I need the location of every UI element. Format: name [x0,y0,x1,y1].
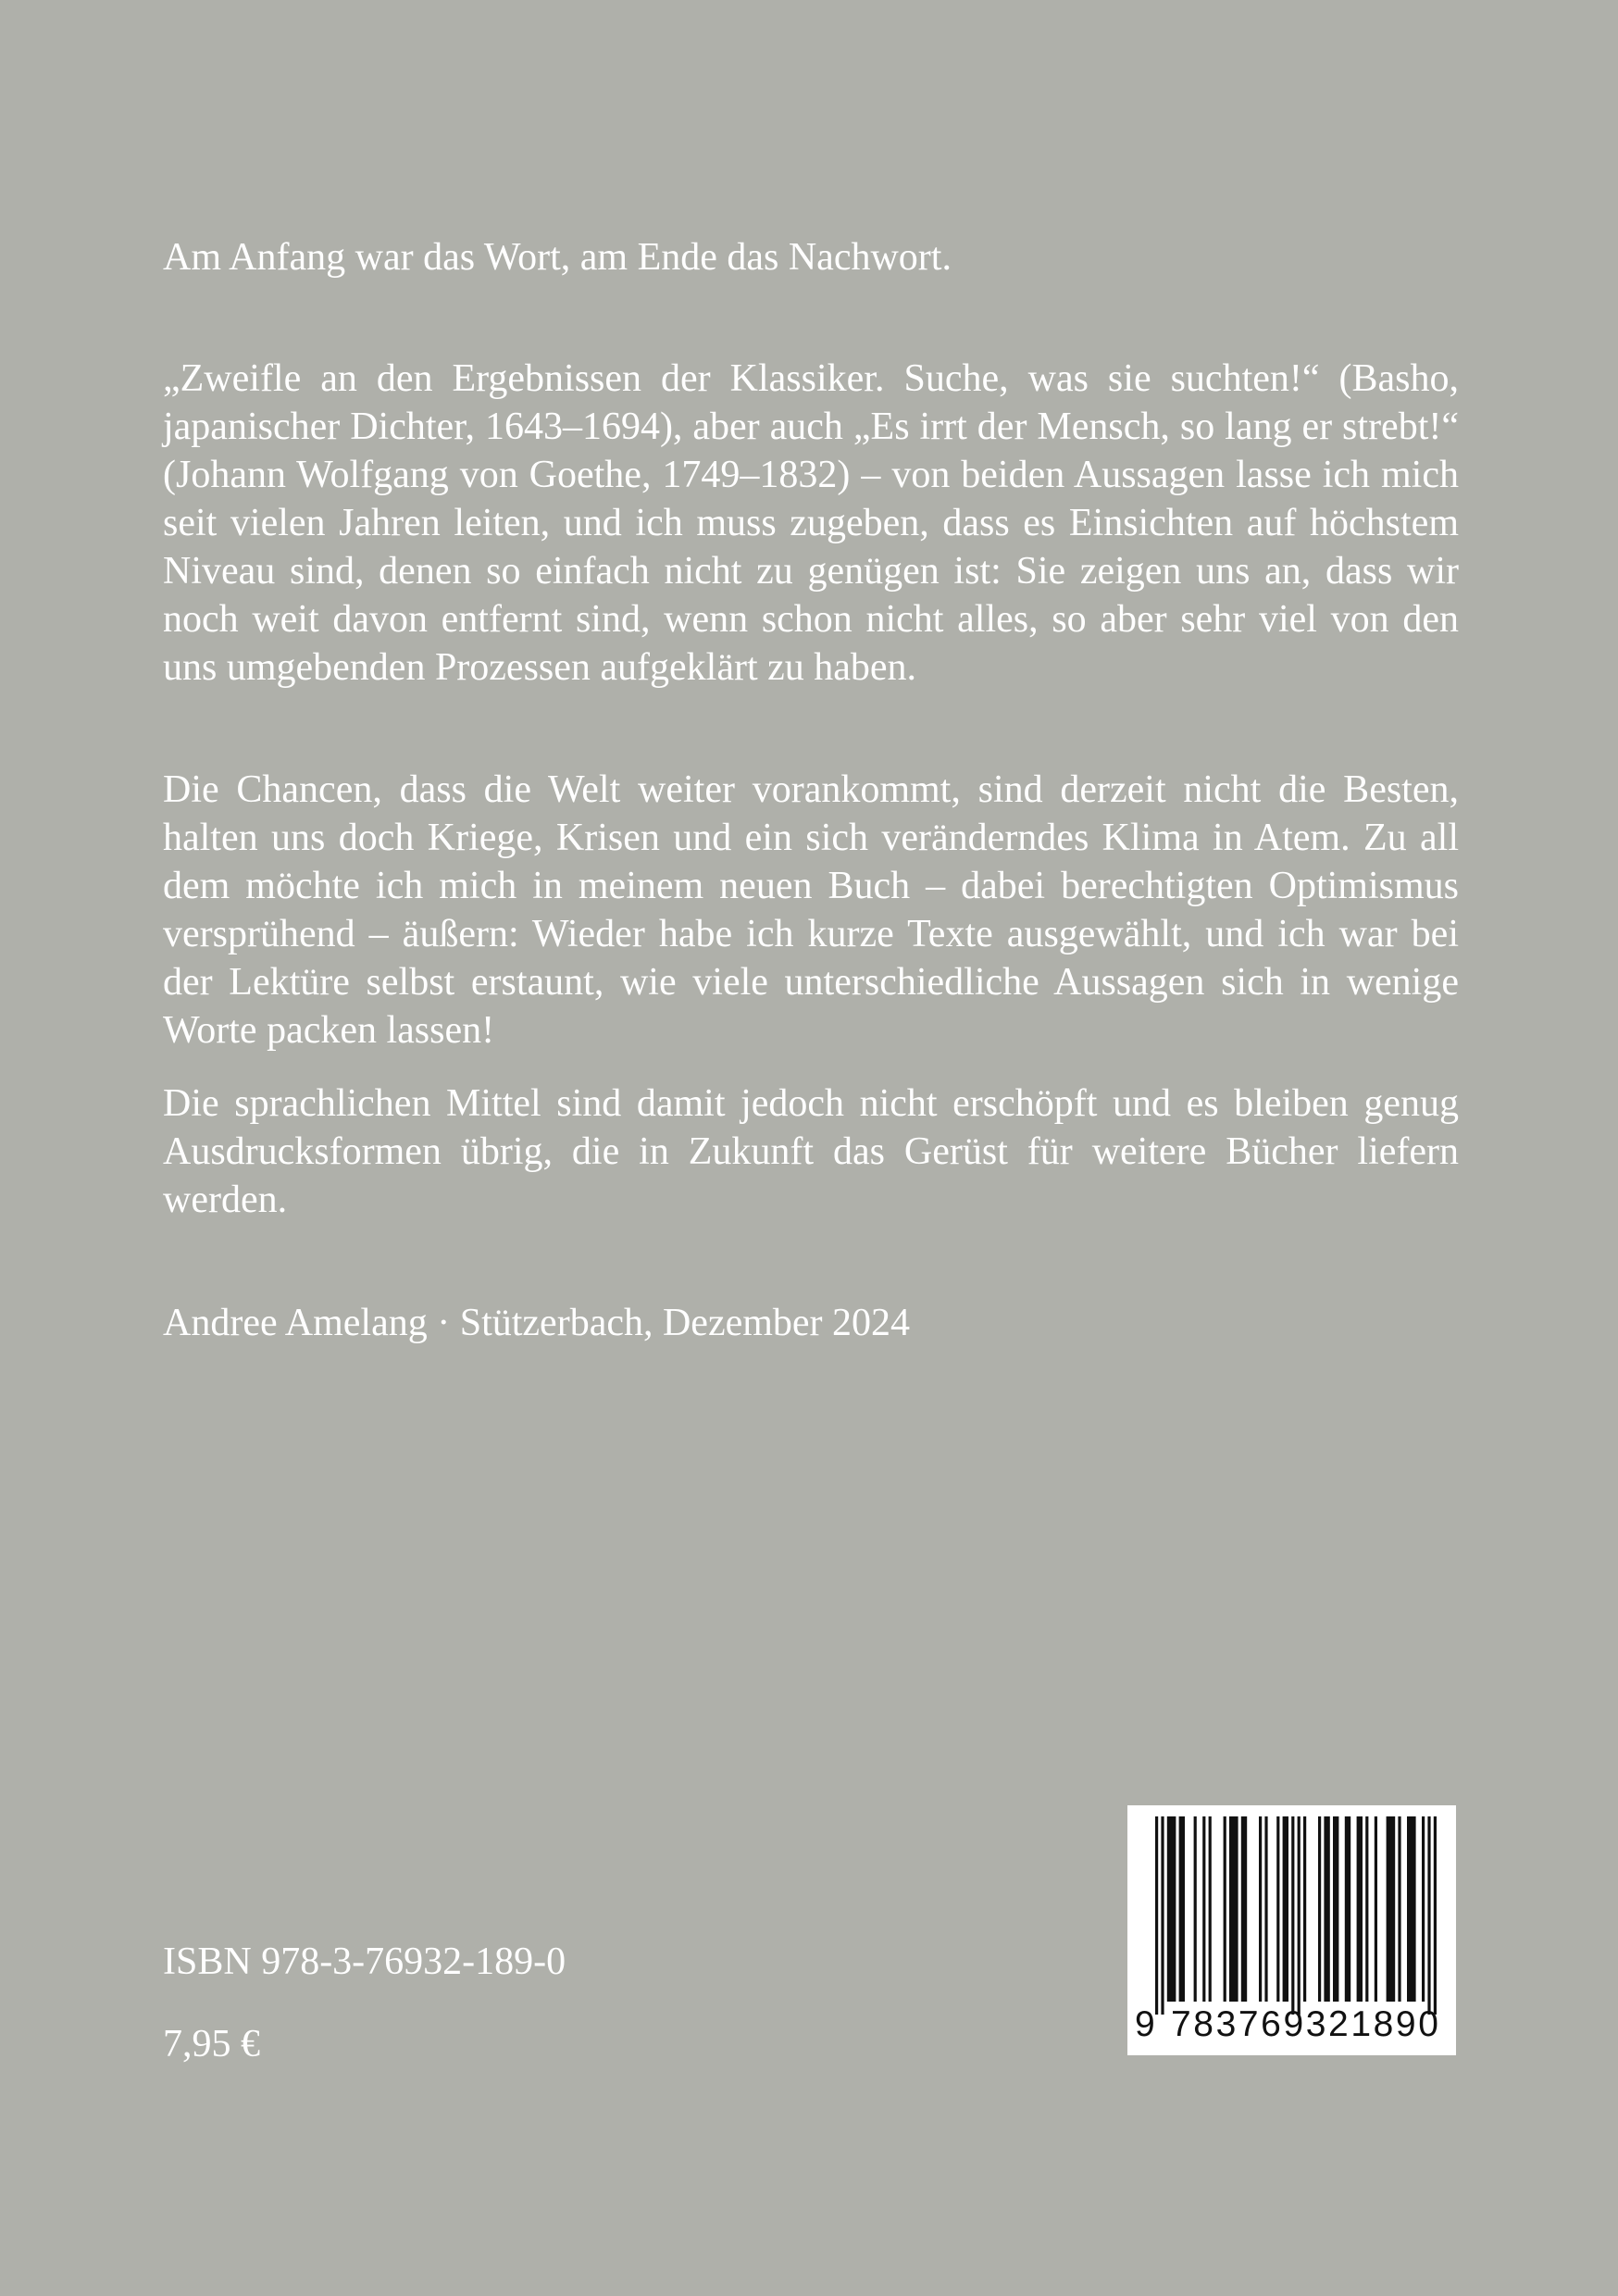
blurb-paragraph-2: Die Chancen, dass die Welt weiter vorankommt, sind derzeit nicht die Besten, halten uns doch Kriege, Krisen und ein sich veränderndes Klima in Atem. Zu all dem möchte ich mich in meinem neuen Buch – dabei berechtigten Optimismus versprühend – äußern: Wieder habe ich kurze Texte ausgewählt, und ich war bei der Lektüre selbst erstaunt, wie viele unterschiedliche Aussagen sich in wenige Worte packen lassen! [163,768,1459,1052]
intro-line: Am Anfang war das Wort, am Ende das Nachwort. [163,236,952,279]
barcode-bar [1427,1816,1430,2015]
blurb-paragraph-1: „Zweifle an den Ergebnissen der Klassiker. Suche, was sie suchten!“ (Basho, japanischer Dichter, 1643–1694), aber auch „Es irrt der Mensch, so lang er strebt!“ (Johann Wolfgang von Goethe, 1749–1832) – von beiden Aussagen lasse ich mich seit vielen Jahren leiten, und ich muss zugeben, dass es Einsichten auf höchstem Niveau sind, denen so einfach nicht zu genügen ist: Sie zeigen uns an, dass wir noch weit davon entfernt sind, wenn schon nicht alles, so aber sehr viel von den uns umgebenden Prozessen aufgeklärt zu haben. [163,357,1459,689]
isbn-label: ISBN 978-3-76932-189-0 [163,1940,566,1983]
barcode-bar [1375,1816,1377,2002]
barcode-bar [1324,1816,1329,2002]
barcode-bar [1318,1816,1321,2002]
barcode-bar [1434,1816,1437,2015]
barcode [1127,1805,1456,2055]
barcode-bar [1365,1816,1368,2002]
barcode-bar [1291,1816,1294,2015]
barcode-bar [1194,1816,1197,2002]
barcode-first-digit: 9 [1135,2004,1156,2044]
barcode-bar [1209,1816,1212,2002]
barcode-bar [1161,1816,1164,2015]
barcode-bar [1224,1816,1226,2002]
barcode-bar [1167,1816,1176,2002]
barcode-bar [1387,1816,1396,2002]
barcode-bar [1398,1816,1400,2002]
barcode-bar [1259,1816,1262,2002]
blurb-paragraph-3: Die sprachlichen Mittel sind damit jedoch nicht erschöpft und es bleiben genug Ausdrucksformen übrig, die in Zukunft das Gerüst für weitere Bücher liefern werden. [163,1082,1459,1221]
barcode-bar [1357,1816,1363,2002]
price-label: 7,95 € [163,2023,260,2065]
author-signature: Andree Amelang · Stützerbach, Dezember 2024 [163,1302,911,1344]
barcode-bar [1283,1816,1288,2002]
barcode-bar [1241,1816,1247,2002]
barcode-remaining-digits: 783769321890 [1171,2004,1441,2044]
barcode-bar [1155,1816,1158,2015]
barcode-bar [1303,1816,1306,2002]
barcode-bar [1276,1816,1279,2002]
barcode-bar [1202,1816,1205,2002]
barcode-bar [1422,1816,1425,2002]
barcode-bar [1407,1816,1416,2002]
barcode-bar [1179,1816,1185,2002]
barcode-bar [1345,1816,1350,2002]
barcode-bar [1298,1816,1301,2015]
barcode-bar [1264,1816,1267,2002]
barcode-digits [1127,2003,1456,2047]
barcode-bar [1333,1816,1338,2002]
barcode-bar [1229,1816,1238,2002]
